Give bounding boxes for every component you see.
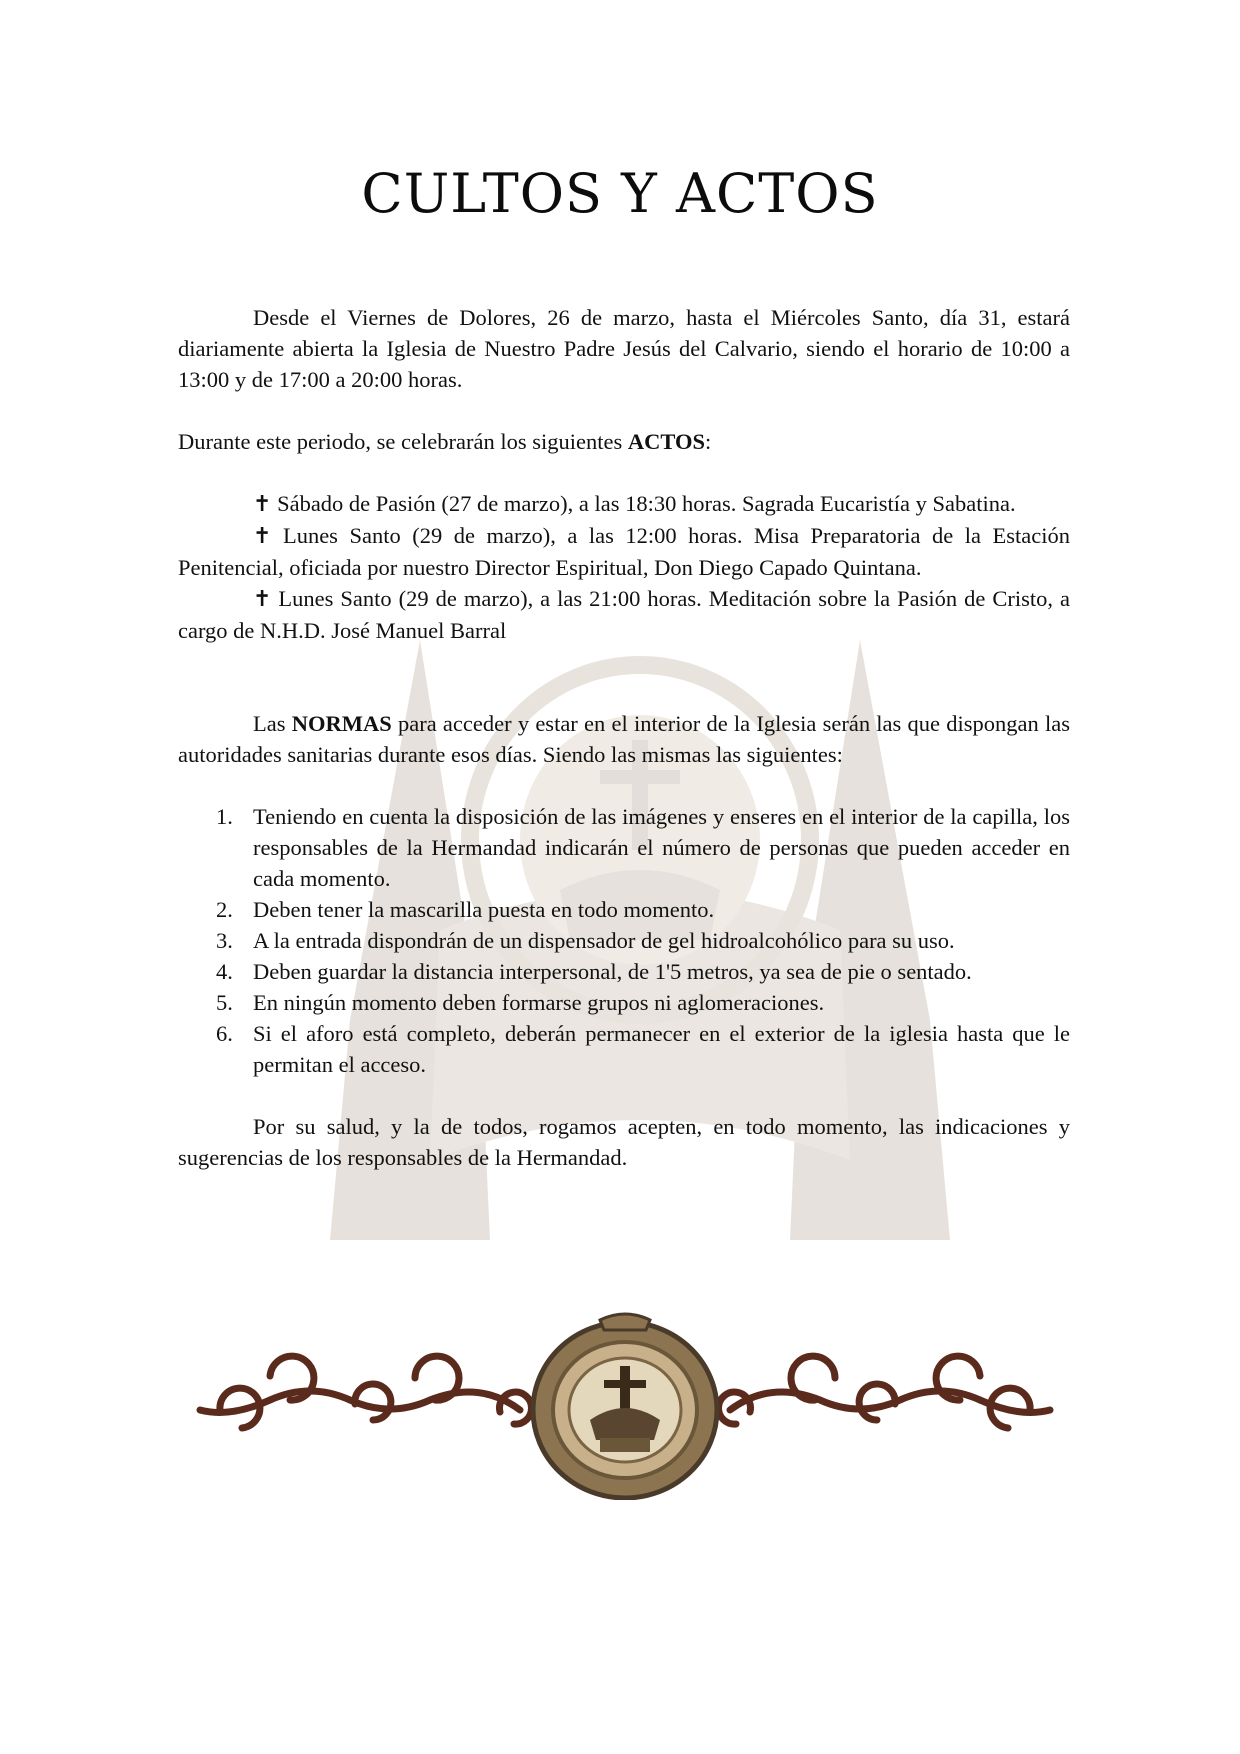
norma-number: 2. (216, 897, 233, 922)
norma-item (178, 1018, 1070, 1080)
acto-text: Sábado de Pasión (27 de marzo), a las 18:30 horas. Sagrada Eucaristía y Sabatina. (271, 491, 1016, 516)
norma-text: Si el aforo está completo, deberán permanecer en el exterior de la iglesia hasta que le permitan el acceso. (253, 1021, 1070, 1077)
scroll-ornament-icon (180, 1300, 1070, 1500)
norma-item (178, 925, 1070, 956)
norma-number: 1. (216, 804, 233, 829)
closing-paragraph: Por su salud, y la de todos, rogamos acepten, en todo momento, las indicaciones y sugerencias de los responsables de la Hermandad. (178, 1114, 1070, 1170)
cross-icon: ✝ (253, 492, 272, 517)
norma-number: 5. (216, 990, 233, 1015)
norma-text: Deben tener la mascarilla puesta en todo momento. (253, 897, 715, 922)
acto-text: Lunes Santo (29 de marzo), a las 12:00 horas. Misa Preparatoria de la Estación Penitencial, oficiada por nuestro Director Espiritual, Don Diego Capado Quintana. (178, 523, 1070, 580)
actos-lead-colon: : (704, 429, 712, 454)
cross-icon: ✝ (253, 587, 272, 612)
norma-item (178, 987, 1070, 1018)
norma-item (178, 956, 1070, 987)
actos-lead-paragraph (178, 426, 1070, 457)
norma-item (178, 894, 1070, 925)
norma-number: 3. (216, 928, 233, 953)
acto-text: Lunes Santo (29 de marzo), a las 21:00 horas. Meditación sobre la Pasión de Cristo, a cargo de N.H.D. José Manuel Barral (178, 586, 1070, 643)
normas-lead-rest: para acceder y estar en el interior de la Iglesia serán las que dispongan las autoridades sanitarias durante esos días. Siendo las mismas las siguientes: (178, 711, 1070, 767)
cross-icon: ✝ (253, 524, 272, 549)
page-title: CULTOS Y ACTOS (361, 162, 879, 225)
normas-list (178, 801, 1070, 1080)
document-body (178, 302, 1070, 1173)
norma-item (178, 801, 1070, 894)
norma-text: Teniendo en cuenta la disposición de las imágenes y enseres en el interior de la capilla, los responsables de la Hermandad indicarán el número de personas que pueden acceder en cada momento. (253, 804, 1070, 891)
actos-lead-text: Durante este periodo, se celebrarán los siguientes (178, 429, 628, 454)
brotherhood-crest-icon (533, 1314, 717, 1498)
norma-number: 6. (216, 1021, 233, 1046)
acto-item (178, 520, 1070, 583)
acto-item (178, 488, 1070, 520)
norma-text: Deben guardar la distancia interpersonal, de 1'5 metros, ya sea de pie o sentado. (253, 959, 972, 984)
actos-keyword: ACTOS (627, 429, 705, 454)
norma-text: En ningún momento deben formarse grupos ni aglomeraciones. (253, 990, 825, 1015)
normas-keyword: NORMAS (291, 711, 392, 736)
norma-number: 4. (216, 959, 233, 984)
norma-text: A la entrada dispondrán de un dispensador de gel hidroalcohólico para su uso. (253, 928, 955, 953)
intro-paragraph: Desde el Viernes de Dolores, 26 de marzo, hasta el Miércoles Santo, día 31, estará diariamente abierta la Iglesia de Nuestro Padre Jesús del Calvario, siendo el horario de 10:00 a 13:00 y de 17:00 a 20:00 horas. (178, 305, 1070, 392)
normas-lead-paragraph (178, 708, 1070, 770)
acto-item (178, 583, 1070, 646)
normas-lead-text: Las (253, 711, 292, 736)
